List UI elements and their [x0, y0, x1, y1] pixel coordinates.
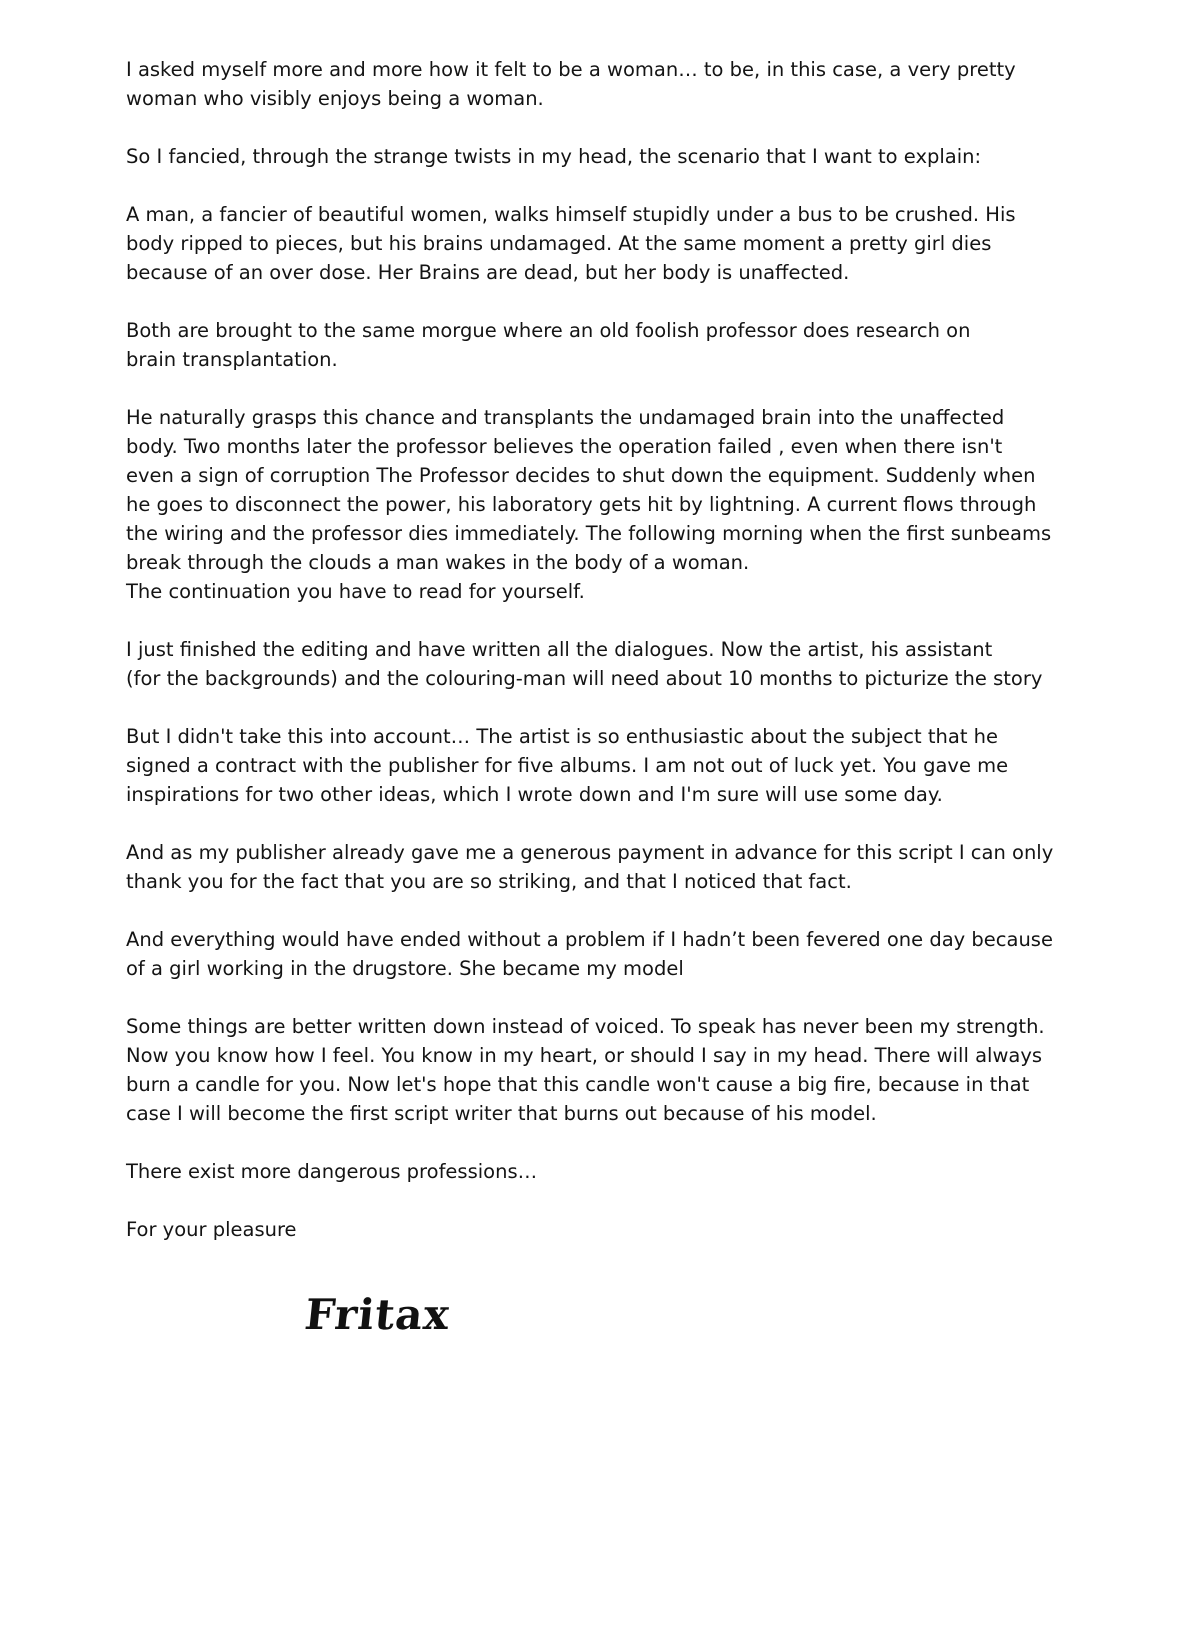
- paragraph-drugstore: And everything would have ended without a problem if I hadn’t been fevered one day because of a girl working in the drugstore. She became my model: [126, 928, 1053, 980]
- paragraph-professions: There exist more dangerous professions…: [126, 1160, 538, 1183]
- letter-body: [126, 55, 1056, 1273]
- paragraph-intro: I asked myself more and more how it felt to be a woman… to be, in this case, a very pretty woman who visibly enjoys being a woman.: [126, 58, 1016, 110]
- paragraph-editing: I just finished the editing and have written all the dialogues. Now the artist, his assistant (for the backgrounds) and the colouring-man will need about 10 months to picturize the story: [126, 638, 1043, 690]
- paragraph-closing: For your pleasure: [126, 1218, 297, 1241]
- paragraph-scenario-intro: So I fancied, through the strange twists in my head, the scenario that I want to explain:: [126, 145, 982, 168]
- paragraph-bus-accident: A man, a fancier of beautiful women, walks himself stupidly under a bus to be crushed. His body ripped to pieces, but his brains undamaged. At the same moment a pretty girl dies because of an over dose. Her Brains are dead, but her body is unaffected.: [126, 203, 1016, 284]
- paragraph-morgue: Both are brought to the same morgue where an old foolish professor does research on brain transplantation.: [126, 319, 971, 371]
- paragraph-albums: But I didn't take this into account… The artist is so enthusiastic about the subject that he signed a contract with the publisher for five albums. I am not out of luck yet. You gave me inspirations for two other ideas, which I wrote down and I'm sure will use some day.: [126, 725, 1009, 806]
- signature: Fritax: [302, 1290, 453, 1339]
- paragraph-transplant: He naturally grasps this chance and transplants the undamaged brain into the unaffected body. Two months later the professor believes the operation failed , even when there isn't even a sign of corruption The Professor decides to shut down the equipment. Suddenly when he goes to disconnect the power, his laboratory gets hit by lightning. A current flows through the wiring and the professor dies immediately. The following morning when the first sunbeams break through the clouds a man wakes in the body of a woman. The continuation you have to read for yourself.: [126, 406, 1052, 603]
- paragraph-candle: Some things are better written down instead of voiced. To speak has never been my strength. Now you know how I feel. You know in my heart, or should I say in my head. There will always burn a candle for you. Now let's hope that this candle won't cause a big fire, because in that case I will become the first script writer that burns out because of his model.: [126, 1015, 1045, 1125]
- paragraph-payment: And as my publisher already gave me a generous payment in advance for this script I can only thank you for the fact that you are so striking, and that I noticed that fact.: [126, 841, 1054, 893]
